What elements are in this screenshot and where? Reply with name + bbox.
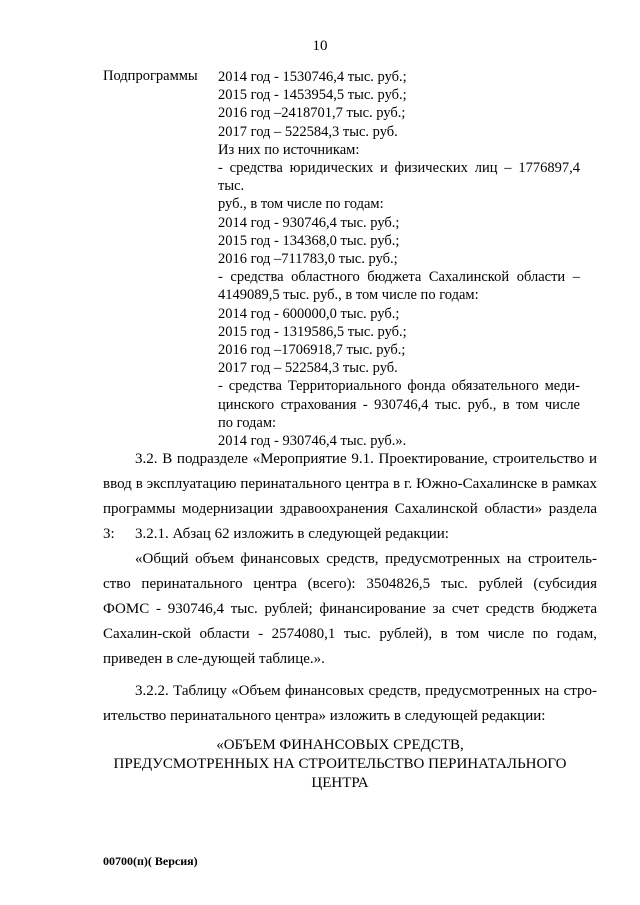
funding-line: - средства юридических и физических лиц – 1776897,4 тыс. bbox=[218, 160, 580, 195]
funding-line: 2016 год –1706918,7 тыс. руб.; bbox=[218, 342, 406, 359]
funding-line: 2015 год - 134368,0 тыс. руб.; bbox=[218, 232, 400, 249]
funding-line: 2014 год - 930746,4 тыс. руб.; bbox=[218, 214, 400, 231]
funding-line: руб., в том числе по годам: bbox=[218, 196, 384, 213]
paragraph-3-2-2: 3.2.2. Таблицу «Объем финансовых средств, предусмотренных на стро-ительство перинатального центра» изложить в следующей редакции: bbox=[103, 683, 597, 724]
funding-line: по годам: bbox=[218, 414, 277, 431]
paragraph-3-2-1: 3.2.1. Абзац 62 изложить в следующей редакции: bbox=[135, 526, 449, 542]
paragraph-3-2: 3.2. В подразделе «Мероприятие 9.1. Проектирование, строительство и ввод в эксплуатацию перинатального центра в г. Южно-Сахалинске в рамках программы модернизации здравоохранения Сахалинской области» раздела 3: bbox=[103, 451, 597, 542]
subprograms-label: Подпрограммы bbox=[103, 68, 198, 84]
heading-line: ПРЕДУСМОТРЕННЫХ НА СТРОИТЕЛЬСТВО ПЕРИНАТАЛЬНОГО bbox=[113, 756, 567, 772]
funding-line: 2014 год - 600000,0 тыс. руб.; bbox=[218, 305, 400, 322]
subprograms-lines bbox=[218, 68, 580, 450]
funding-line: 2015 год - 1453954,5 тыс. руб.; bbox=[218, 87, 407, 104]
table-heading bbox=[90, 736, 590, 793]
funding-line: 2017 год – 522584,3 тыс. руб. bbox=[218, 360, 398, 377]
funding-line: 2016 год –711783,0 тыс. руб.; bbox=[218, 251, 398, 268]
page-number: 10 bbox=[312, 38, 328, 54]
funding-line: - средства Территориального фонда обязательного меди- bbox=[218, 378, 580, 395]
funding-line: 2014 год - 1530746,4 тыс. руб.; bbox=[218, 69, 407, 85]
quoted-paragraph: «Общий объем финансовых средств, предусмотренных на строитель-ство перинатального центра (всего): 3504826,5 тыс. рублей (субсидия ФОМС - 930746,4 тыс. рублей; финансирование за счет средств бюджета Сахалин-ской области - 2574080,1 тыс. рублей), в том числе по годам, приведен в сле-дующей таблице.». bbox=[103, 551, 597, 667]
funding-line: - средства областного бюджета Сахалинской области – bbox=[218, 269, 580, 286]
subprograms-block bbox=[103, 68, 580, 450]
heading-line: ЦЕНТРА bbox=[311, 775, 369, 791]
heading-line: «ОБЪЕМ ФИНАНСОВЫХ СРЕДСТВ, bbox=[216, 737, 464, 753]
funding-line: 2017 год – 522584,3 тыс. руб. bbox=[218, 123, 398, 140]
funding-line: 2014 год - 930746,4 тыс. руб.». bbox=[218, 433, 407, 450]
funding-line: Из них по источникам: bbox=[218, 141, 360, 158]
funding-line: 2015 год - 1319586,5 тыс. руб.; bbox=[218, 323, 407, 340]
footer-code: 00700(п)( Версия) bbox=[103, 854, 198, 868]
funding-line: 4149089,5 тыс. руб., в том числе по годам: bbox=[218, 287, 479, 304]
funding-line: цинского страхования - 930746,4 тыс. руб., в том числе bbox=[218, 396, 580, 413]
funding-line: 2016 год –2418701,7 тыс. руб.; bbox=[218, 105, 406, 122]
